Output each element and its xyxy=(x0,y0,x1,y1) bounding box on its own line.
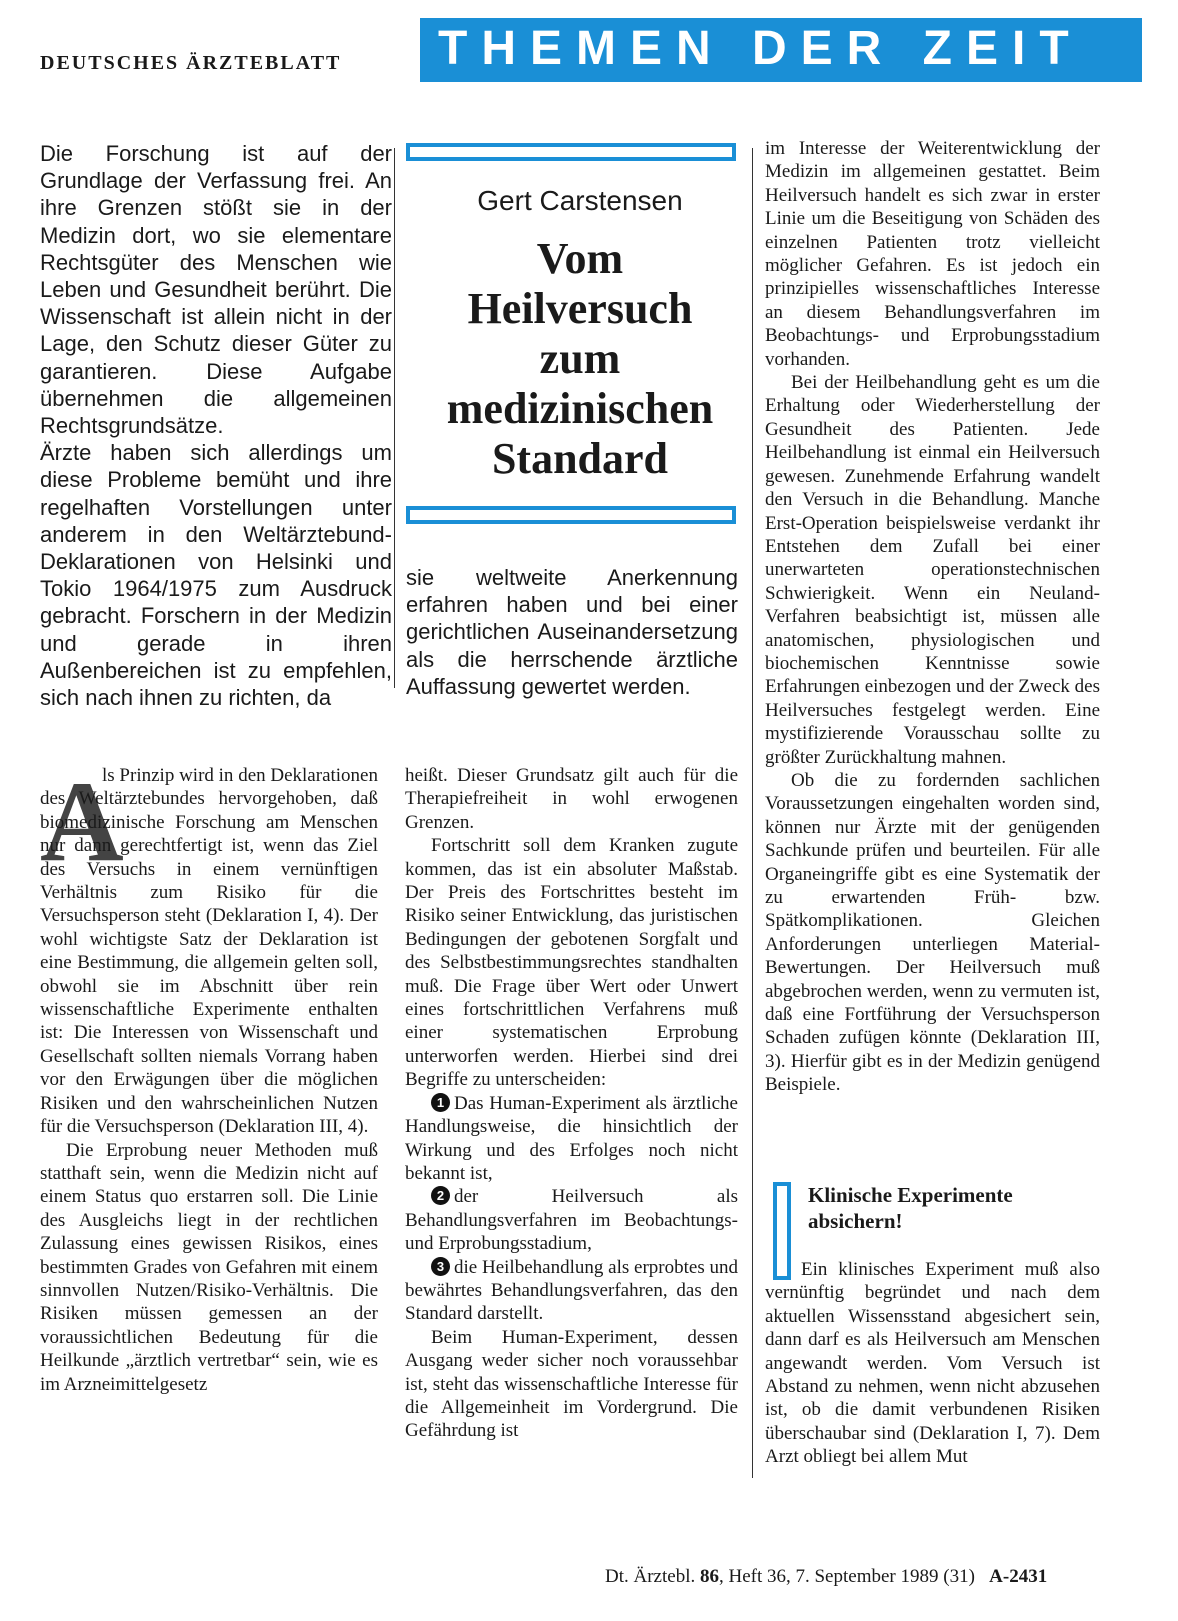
term-text: die Heilbehandlung als erprobtes und bewährtes Behandlungsverfahren, das den Standard darstellt. xyxy=(405,1256,738,1325)
body-paragraph: heißt. Dieser Grundsatz gilt auch für die Therapiefreiheit in wohl erwogenen Grenzen. xyxy=(405,765,738,833)
number-badge-3: 3 xyxy=(431,1257,450,1276)
section-banner: THEMEN DER ZEIT xyxy=(420,18,1142,80)
author: Gert Carstensen xyxy=(477,185,683,216)
body-paragraph: Ein klinisches Experiment muß also vernünftig begründet und nach dem aktuellen Wissensstand abgesichert sein, dann darf es als Heilversuch am Menschen angewandt werden. Vom Versuch ist Abstand zu nehmen, wenn nicht abzusehen ist, ob die damit verbundenen Risiken überschaubar sind (Deklaration I, 7). Dem Arzt obliegt bei allem Mut xyxy=(765,1259,1100,1468)
lead-paragraph: Die Forschung ist auf der Grundlage der Verfassung frei. An ihre Grenzen stößt sie in der Medizin dort, wo sie elementare Rechtsgüter des Menschen wie Leben und Gesundheit berührt. Die Wissenschaft ist allein nicht in der Lage, den Schutz dieser Güter zu garantieren. Diese Aufgabe übernehmen die allgemeinen Rechtsgrundsätze. xyxy=(40,141,392,439)
column-rule-left xyxy=(394,148,395,688)
term-text: der Heilversuch als Behandlungsverfahren im Beobachtungs- und Erprobungsstadium, xyxy=(405,1186,738,1255)
term-text: Das Human-Experiment als ärztliche Handlungsweise, die hinsichtlich der Wirkung und des Erfolges noch nicht bekannt ist, xyxy=(405,1092,738,1184)
subhead: Klinische Experimente absichern! xyxy=(808,1183,1013,1233)
masthead: DEUTSCHES ÄRZTEBLATT xyxy=(40,52,342,74)
number-badge-1: 1 xyxy=(431,1093,450,1112)
title-box-bottom-bar xyxy=(406,506,736,524)
body-column-3 xyxy=(765,137,1100,1097)
page-footer xyxy=(605,1566,1047,1588)
body-paragraph: ls Prinzip wird in den Deklarationen des Weltärztebundes hervorgehoben, daß biomedizinische Forschung am Menschen nur dann gerechtfertigt ist, wenn das Ziel des Versuchs in einem vernünftigen Verhältnis zum Risiko für die Versuchsperson steht (Deklaration I, 4). Der wohl wichtigste Satz der Deklaration ist eine Bestimmung, die allgemein gelten soll, obwohl sie im Abschnitt über rein wissenschaftliche Experimente enthalten ist: Die Interessen von Wissenschaft und Gesellschaft sollten niemals Vorrang haben vor den Erwägungen über die möglichen Risiken und den wahrscheinlichen Nutzen für die Versuchsperson (Deklaration III, 4). xyxy=(40,765,378,1138)
title-line: medizinischen xyxy=(446,384,714,433)
banner-rule xyxy=(420,80,1142,82)
term-item xyxy=(405,1256,738,1326)
term-item xyxy=(405,1185,738,1255)
number-badge-2: 2 xyxy=(431,1186,450,1205)
title-box-top-bar xyxy=(406,143,736,161)
column-rule-right xyxy=(752,148,753,1478)
lead-column-2 xyxy=(406,564,738,700)
title-line: Vom xyxy=(536,234,624,283)
footer-volume: 86 xyxy=(699,1566,719,1587)
title-line: Standard xyxy=(491,434,669,483)
body-paragraph: im Interesse der Weiterentwicklung der Medizin im allgemeinen gestattet. Beim Heilversuch handelt es sich zwar in erster Linie um die Beseitigung von Schäden des einzelnen Patienten trotz vielleicht möglicher Gefahren. Es ist jedoch ein prinzipielles wissenschaftliches Interesse an diesem Behandlungsverfahren im Beobachtungs- und Erprobungsstadium vorhanden. xyxy=(765,138,1100,370)
lead-paragraph: sie weltweite Anerkennung erfahren haben und bei einer gerichtlichen Auseinandersetzung als die herrschende ärztliche Auffassung gewertet werden. xyxy=(406,565,738,699)
body-paragraph: Bei der Heilbehandlung geht es um die Erhaltung oder Wiederherstellung der Gesundheit des Patienten. Jede Heilbehandlung ist einmal ein Heilversuch gewesen. Zunehmende Erfahrung wandelt den Versuch in die Behandlung. Manche Erst-Operation beispielsweise verdankt ihr Entstehen dem Zufall bei einer unerwarteten operationstechnischen Schwierigkeit. Wenn ein Neuland-Verfahren beabsichtigt ist, müssen alle anatomischen, physiologischen und biochemischen Kenntnisse sowie Erfahrungen einbezogen und der Zweck des Heilversuches festgelegt werden. Eine mystifizierende Vorausschau sollte zu größter Zurückhaltung mahnen. xyxy=(765,372,1100,768)
title-line: zum xyxy=(539,334,621,383)
body-column-3-continued xyxy=(765,1258,1100,1469)
article-title xyxy=(420,234,740,484)
drop-cap: A xyxy=(40,758,124,886)
body-paragraph: Die Erprobung neuer Methoden muß statthaft sein, wenn die Medizin nicht auf einem Status quo erstarren soll. Die Linie des Ausgleichs liegt in der rechtlichen Zulassung eines gewissen Risikos, eines bestimmten Grades von Gefahren mit einem sinnvollen Nutzen/Risiko-Verhältnis. Die Risiken müssen gemessen an der voraussichtlichen Bedeutung für die Heilkunde „ärztlich vertretbar“ sein, wie es im Arzneimittelgesetz xyxy=(40,1139,378,1395)
footer-journal: Dt. Ärztebl. xyxy=(605,1566,696,1587)
title-line: Heilversuch xyxy=(467,284,693,333)
footer-issue: , Heft 36, 7. September 1989 (31) xyxy=(718,1566,975,1587)
term-item xyxy=(405,1092,738,1186)
body-paragraph: Beim Human-Experiment, dessen Ausgang weder sicher noch voraussehbar ist, steht das wissenschaftliche Interesse für die Allgemeinheit im Vordergrund. Die Gefährdung ist xyxy=(405,1326,738,1442)
body-column-2 xyxy=(405,764,738,1443)
body-paragraph: Ob die zu fordernden sachlichen Voraussetzungen eingehalten worden sind, können nur Ärzte mit der genügenden Sachkunde prüfen und beurteilen. Für alle Organeingriffe gibt es eine Systematik der zu erwartenden Früh- bzw. Spätkomplikationen. Gleichen Anforderungen unterliegen Material-Bewertungen. Der Heilversuch muß abgebrochen werden, wenn zu vermuten ist, daß eine Fortführung der Versuchsperson Schaden zufügen könnte (Deklaration III, 3). Hierfür gibt es in der Medizin genügend Beispiele. xyxy=(765,769,1101,1096)
lead-paragraph: Ärzte haben sich allerdings um diese Probleme bemüht und ihre regelhaften Vorstellungen unter anderem in den Weltärztebund-Deklarationen von Helsinki und Tokio 1964/1975 zum Ausdruck gebracht. Forschern in der Medizin und gerade in ihren Außenbereichen ist zu empfehlen, sich nach ihnen zu richten, da xyxy=(40,440,392,711)
footer-page-number: A-2431 xyxy=(989,1566,1048,1587)
lead-column-1 xyxy=(40,140,392,711)
body-column-1 xyxy=(40,758,378,1396)
body-paragraph: Fortschritt soll dem Kranken zugute kommen, das ist ein absoluter Maßstab. Der Preis des Fortschrittes besteht im Risiko seiner Entwicklung, das juristischen Bedingungen der gebotenen Sorgfalt und des Selbstbestimmungsrechtes standhalten muß. Die Frage über Wert oder Unwert eines fortschrittlichen Verfahrens muß einer systematischen Erprobung unterworfen werden. Hierbei sind drei Begriffe zu unterscheiden: xyxy=(405,835,738,1091)
